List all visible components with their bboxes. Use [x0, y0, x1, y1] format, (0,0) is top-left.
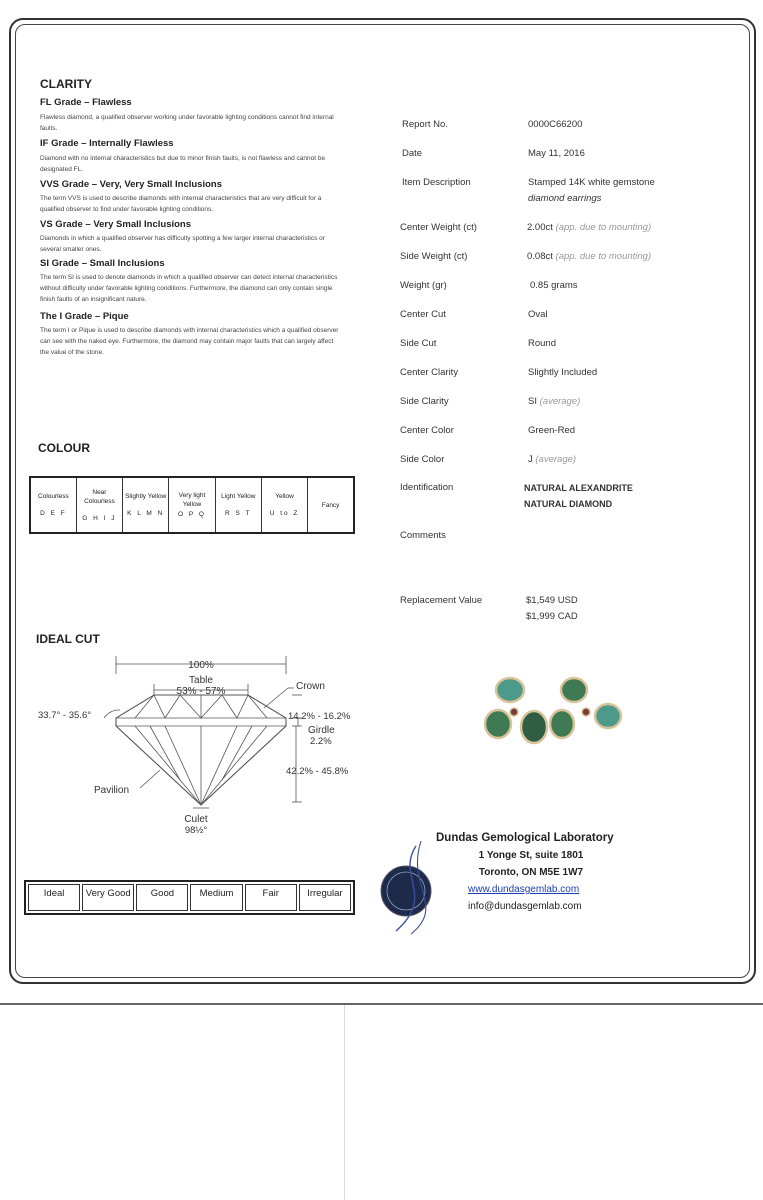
label-crown-height: 14.2% - 16.2% [288, 711, 351, 722]
label-table: Table [189, 675, 213, 686]
side-weight-label: Side Weight (ct) [400, 251, 468, 262]
label-pavilion: Pavilion [94, 785, 130, 796]
center-color-value: Green-Red [528, 425, 575, 436]
label-table-range: 53% - 57% [176, 686, 226, 697]
lab-info [436, 830, 626, 915]
grade-heading-i: The I Grade – Pique [40, 311, 129, 322]
center-clarity-value: Slightly Included [528, 367, 598, 378]
lab-website-link[interactable]: www.dundasgemlab.com [468, 884, 580, 895]
label-crown-angle: 33.7° - 35.6° [38, 710, 92, 721]
side-cut-label: Side Cut [400, 338, 437, 349]
identification-value: NATURAL ALEXANDRITE NATURAL DIAMOND [524, 483, 633, 509]
colour-cell: Near Colourless G H I J [76, 477, 122, 533]
identification-label: Identification [400, 482, 454, 493]
ideal-cut-title: IDEAL CUT [36, 632, 100, 646]
grade-heading-si: SI Grade – Small Inclusions [40, 258, 165, 269]
replacement-value-label: Replacement Value [400, 595, 483, 606]
center-cut-label: Center Cut [400, 309, 446, 320]
side-color-label: Side Color [400, 454, 445, 465]
colour-cell: Light Yellow R S T [215, 477, 261, 533]
grade-text-if: Diamond with no internal characteristics but due to minor finish faults, is not flawless and cannot be designated FL. [40, 155, 326, 173]
weight-gr-value: 0.85 grams [530, 280, 578, 291]
cut-grade-cell: Very Good [82, 884, 134, 911]
lab-address-1: 1 Yonge St, suite 1801 [478, 850, 584, 861]
comments-label: Comments [400, 530, 446, 541]
cut-grade-cell: Medium [190, 884, 242, 911]
item-description-value: Stamped 14K white gemstone diamond earrings [528, 177, 655, 204]
grade-text-i: The term I or Pique is used to describe diamonds with internal characteristics which a qualified observer can see with the naked eye. Furthermore, the diamond may contain major faults that can largely affect the value of the stone. [40, 327, 339, 356]
label-pavilion-depth: 42.2% - 45.8% [286, 766, 349, 777]
center-clarity-label: Center Clarity [400, 367, 459, 378]
cut-grade-cell: Fair [245, 884, 297, 911]
grade-text-vs: Diamonds in which a qualified observer has difficulty spotting a few larger internal characteristics or several smaller ones. [40, 235, 325, 253]
center-color-label: Center Color [400, 425, 454, 436]
date-label: Date [402, 148, 423, 159]
label-girdle: Girdle [308, 725, 335, 736]
cut-grade-table [24, 880, 355, 915]
side-color-value: J (average) [528, 454, 577, 465]
label-culet: Culet [184, 814, 208, 825]
colour-cell: Slightly Yellow K L M N [123, 477, 169, 533]
cut-grade-cell: Good [136, 884, 188, 911]
page-fold-line [344, 1005, 345, 1200]
center-weight-value: 2.00ct (app. due to mounting) [527, 222, 652, 233]
colour-cell: Fancy [308, 477, 354, 533]
label-crown: Crown [296, 681, 325, 692]
center-weight-label: Center Weight (ct) [400, 222, 477, 233]
diamond-diagram [30, 650, 370, 840]
label-total: 100% [188, 660, 214, 671]
grade-text-si: The term SI is used to denote diamonds in which a qualified observer can detect internal characteristics without difficulty under favorable lighting conditions. Furthermore, the diamond can only contain single finish faults of an insignificant nature. [40, 274, 338, 303]
grade-heading-if: IF Grade – Internally Flawless [40, 138, 174, 149]
center-cut-value: Oval [528, 309, 548, 320]
item-description-label: Item Description [402, 177, 471, 188]
side-clarity-value: SI (average) [528, 396, 581, 407]
lab-email: info@dundasgemlab.com [468, 901, 582, 912]
colour-scale-table [29, 476, 355, 534]
side-weight-value: 0.08ct (app. due to mounting) [527, 251, 652, 262]
replacement-value: $1,549 USD $1,999 CAD [526, 595, 578, 622]
report-no-value: 0000C66200 [528, 119, 583, 130]
grade-text-vvs: The term VVS is used to describe diamonds with internal characteristics that are very difficult for a qualified observer to find under favorable lighting conditions. [40, 195, 322, 213]
clarity-title: CLARITY [40, 77, 92, 91]
earrings-photo [470, 670, 640, 750]
cut-grade-cell: Ideal [28, 884, 80, 911]
colour-cell: Colourless D E F [30, 477, 76, 533]
colour-title: COLOUR [38, 441, 90, 455]
colour-cell: Very light Yellow O P Q [169, 477, 215, 533]
date-value: May 11, 2016 [528, 148, 585, 159]
lab-address-2: Toronto, ON M5E 1W7 [478, 867, 584, 878]
grade-text-fl: Flawless diamond, a qualified observer working under favorable lighting conditions cannot find internal faults. [40, 114, 334, 132]
weight-gr-label: Weight (gr) [400, 280, 447, 291]
grade-heading-vvs: VVS Grade – Very, Very Small Inclusions [40, 179, 222, 190]
side-cut-value: Round [528, 338, 556, 349]
report-no-label: Report No. [402, 119, 448, 130]
side-clarity-label: Side Clarity [400, 396, 449, 407]
page-separator [0, 1003, 763, 1005]
label-culet-val: 98½° [184, 825, 208, 836]
grade-heading-vs: VS Grade – Very Small Inclusions [40, 219, 192, 230]
grade-heading-fl: FL Grade – Flawless [40, 97, 132, 108]
cut-grade-cell: Irregular [299, 884, 351, 911]
label-girdle-pct: 2.2% [310, 736, 332, 747]
colour-cell: Yellow U to Z [261, 477, 307, 533]
lab-name: Dundas Gemological Laboratory [436, 832, 614, 844]
